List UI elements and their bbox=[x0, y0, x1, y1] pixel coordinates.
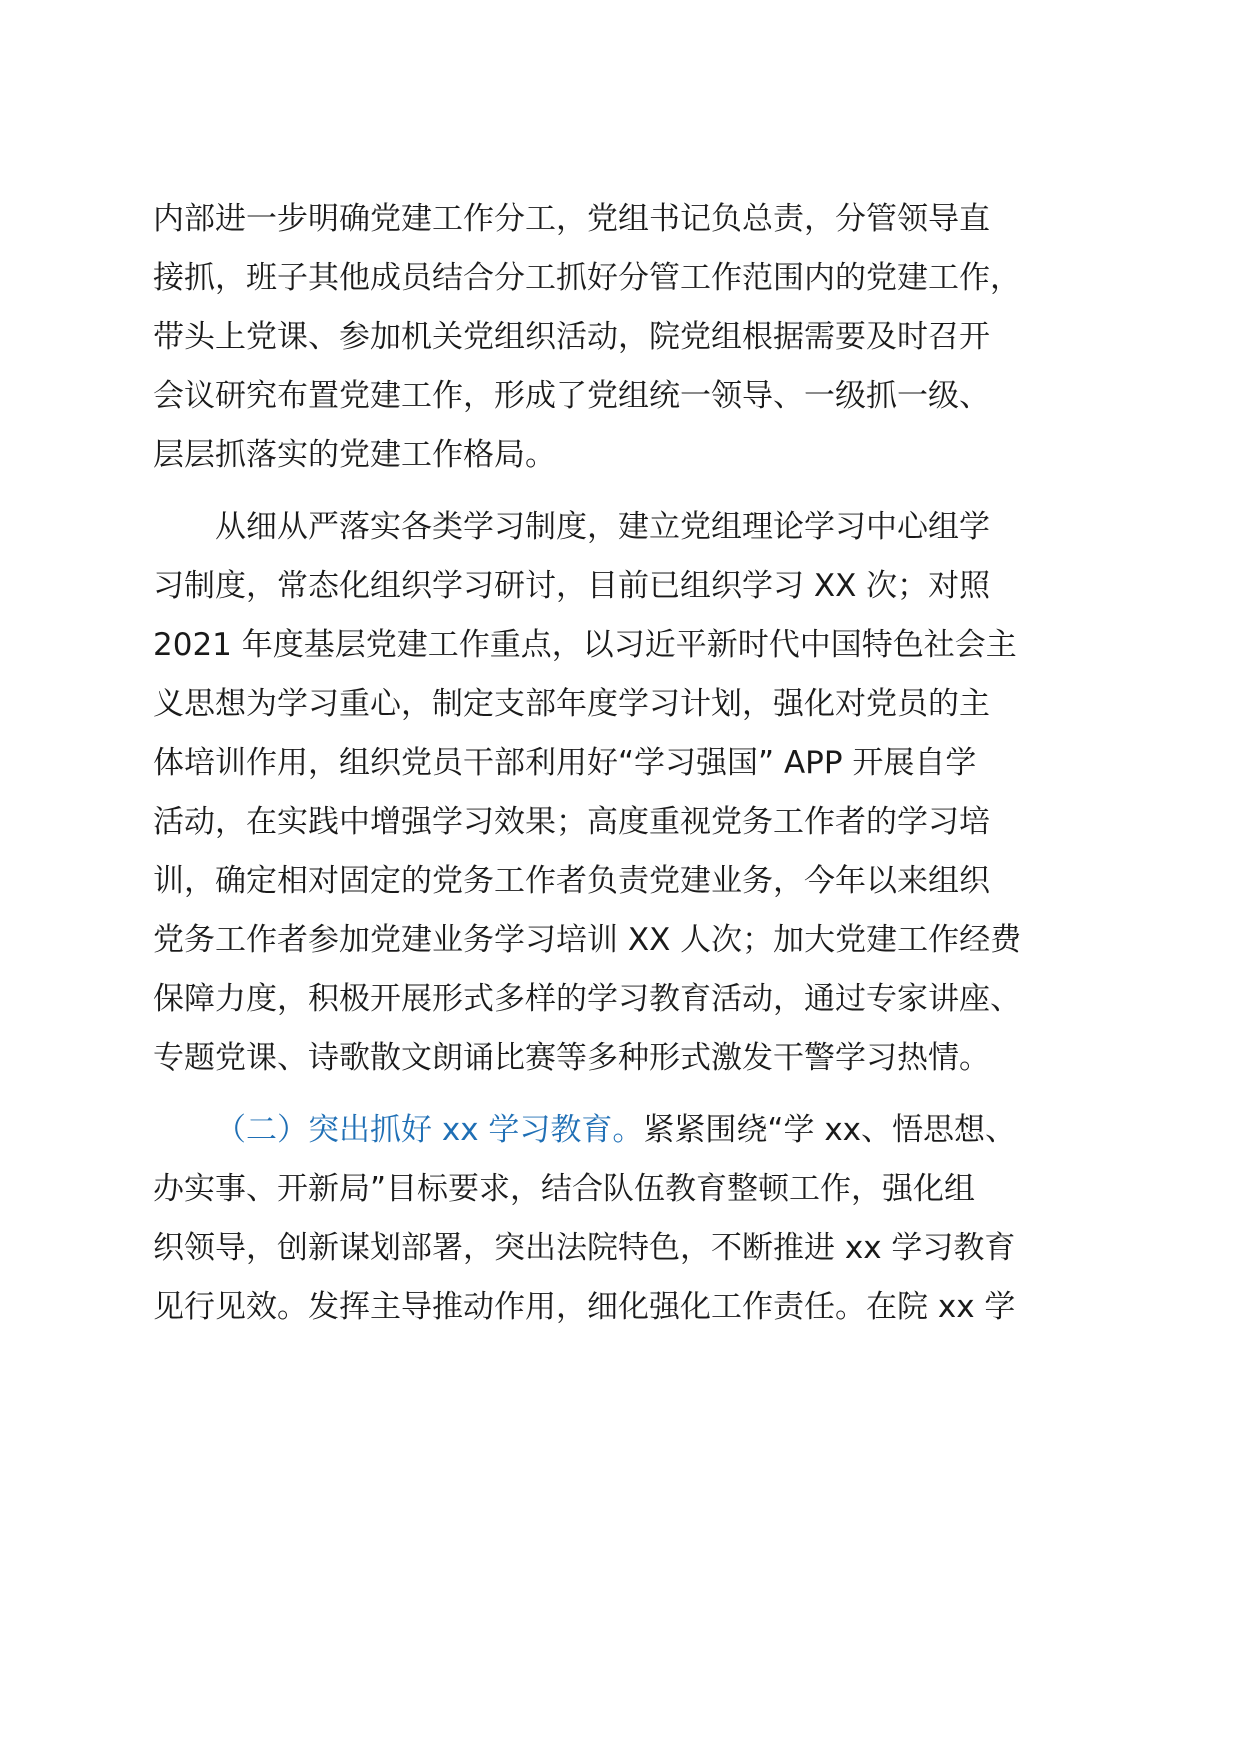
text-line: 织领导，创新谋划部署，突出法院特色，不断推进 xx 学习教育 bbox=[153, 1230, 1016, 1266]
text-line: 训，确定相对固定的党务工作者负责党建业务，今年以来组织 bbox=[153, 863, 990, 899]
text-line: 2021 年度基层党建工作重点，以习近平新时代中国特色社会主 bbox=[153, 627, 1017, 663]
text-line: 带头上党课、参加机关党组织活动，院党组根据需要及时召开 bbox=[153, 319, 990, 355]
heading-line-rest: 紧紧围绕“学 xx、悟思想、 bbox=[643, 1112, 1017, 1148]
text-line: 党务工作者参加党建业务学习培训 XX 人次；加大党建工作经费 bbox=[153, 922, 1022, 958]
text-line bbox=[215, 1107, 1155, 1153]
text-line: 会议研究布置党建工作，形成了党组统一领导、一级抓一级、 bbox=[153, 378, 990, 414]
text-line: 见行见效。发挥主导推动作用，细化强化工作责任。在院 xx 学 bbox=[153, 1289, 1016, 1325]
text-line: 专题党课、诗歌散文朗诵比赛等多种形式激发干警学习热情。 bbox=[153, 1040, 990, 1076]
text-line: 接抓，班子其他成员结合分工抓好分管工作范围内的党建工作， bbox=[153, 260, 1021, 296]
text-line: 办实事、开新局”目标要求，结合队伍教育整顿工作，强化组 bbox=[153, 1171, 976, 1207]
text-line: 层层抓落实的党建工作格局。 bbox=[153, 437, 556, 473]
text-line: 保障力度，积极开展形式多样的学习教育活动，通过专家讲座、 bbox=[153, 981, 1021, 1017]
section-heading: （二）突出抓好 xx 学习教育。 bbox=[215, 1112, 644, 1148]
text-line: 内部进一步明确党建工作分工，党组书记负总责，分管领导直 bbox=[153, 201, 990, 237]
text-line: 义思想为学习重心，制定支部年度学习计划，强化对党员的主 bbox=[153, 686, 990, 722]
text-line: 从细从严落实各类学习制度，建立党组理论学习中心组学 bbox=[215, 509, 990, 545]
text-line: 活动，在实践中增强学习效果；高度重视党务工作者的学习培 bbox=[153, 804, 990, 840]
text-line: 体培训作用，组织党员干部利用好“学习强国” APP 开展自学 bbox=[153, 745, 977, 781]
text-line: 习制度，常态化组织学习研讨，目前已组织学习 XX 次；对照 bbox=[153, 568, 991, 604]
